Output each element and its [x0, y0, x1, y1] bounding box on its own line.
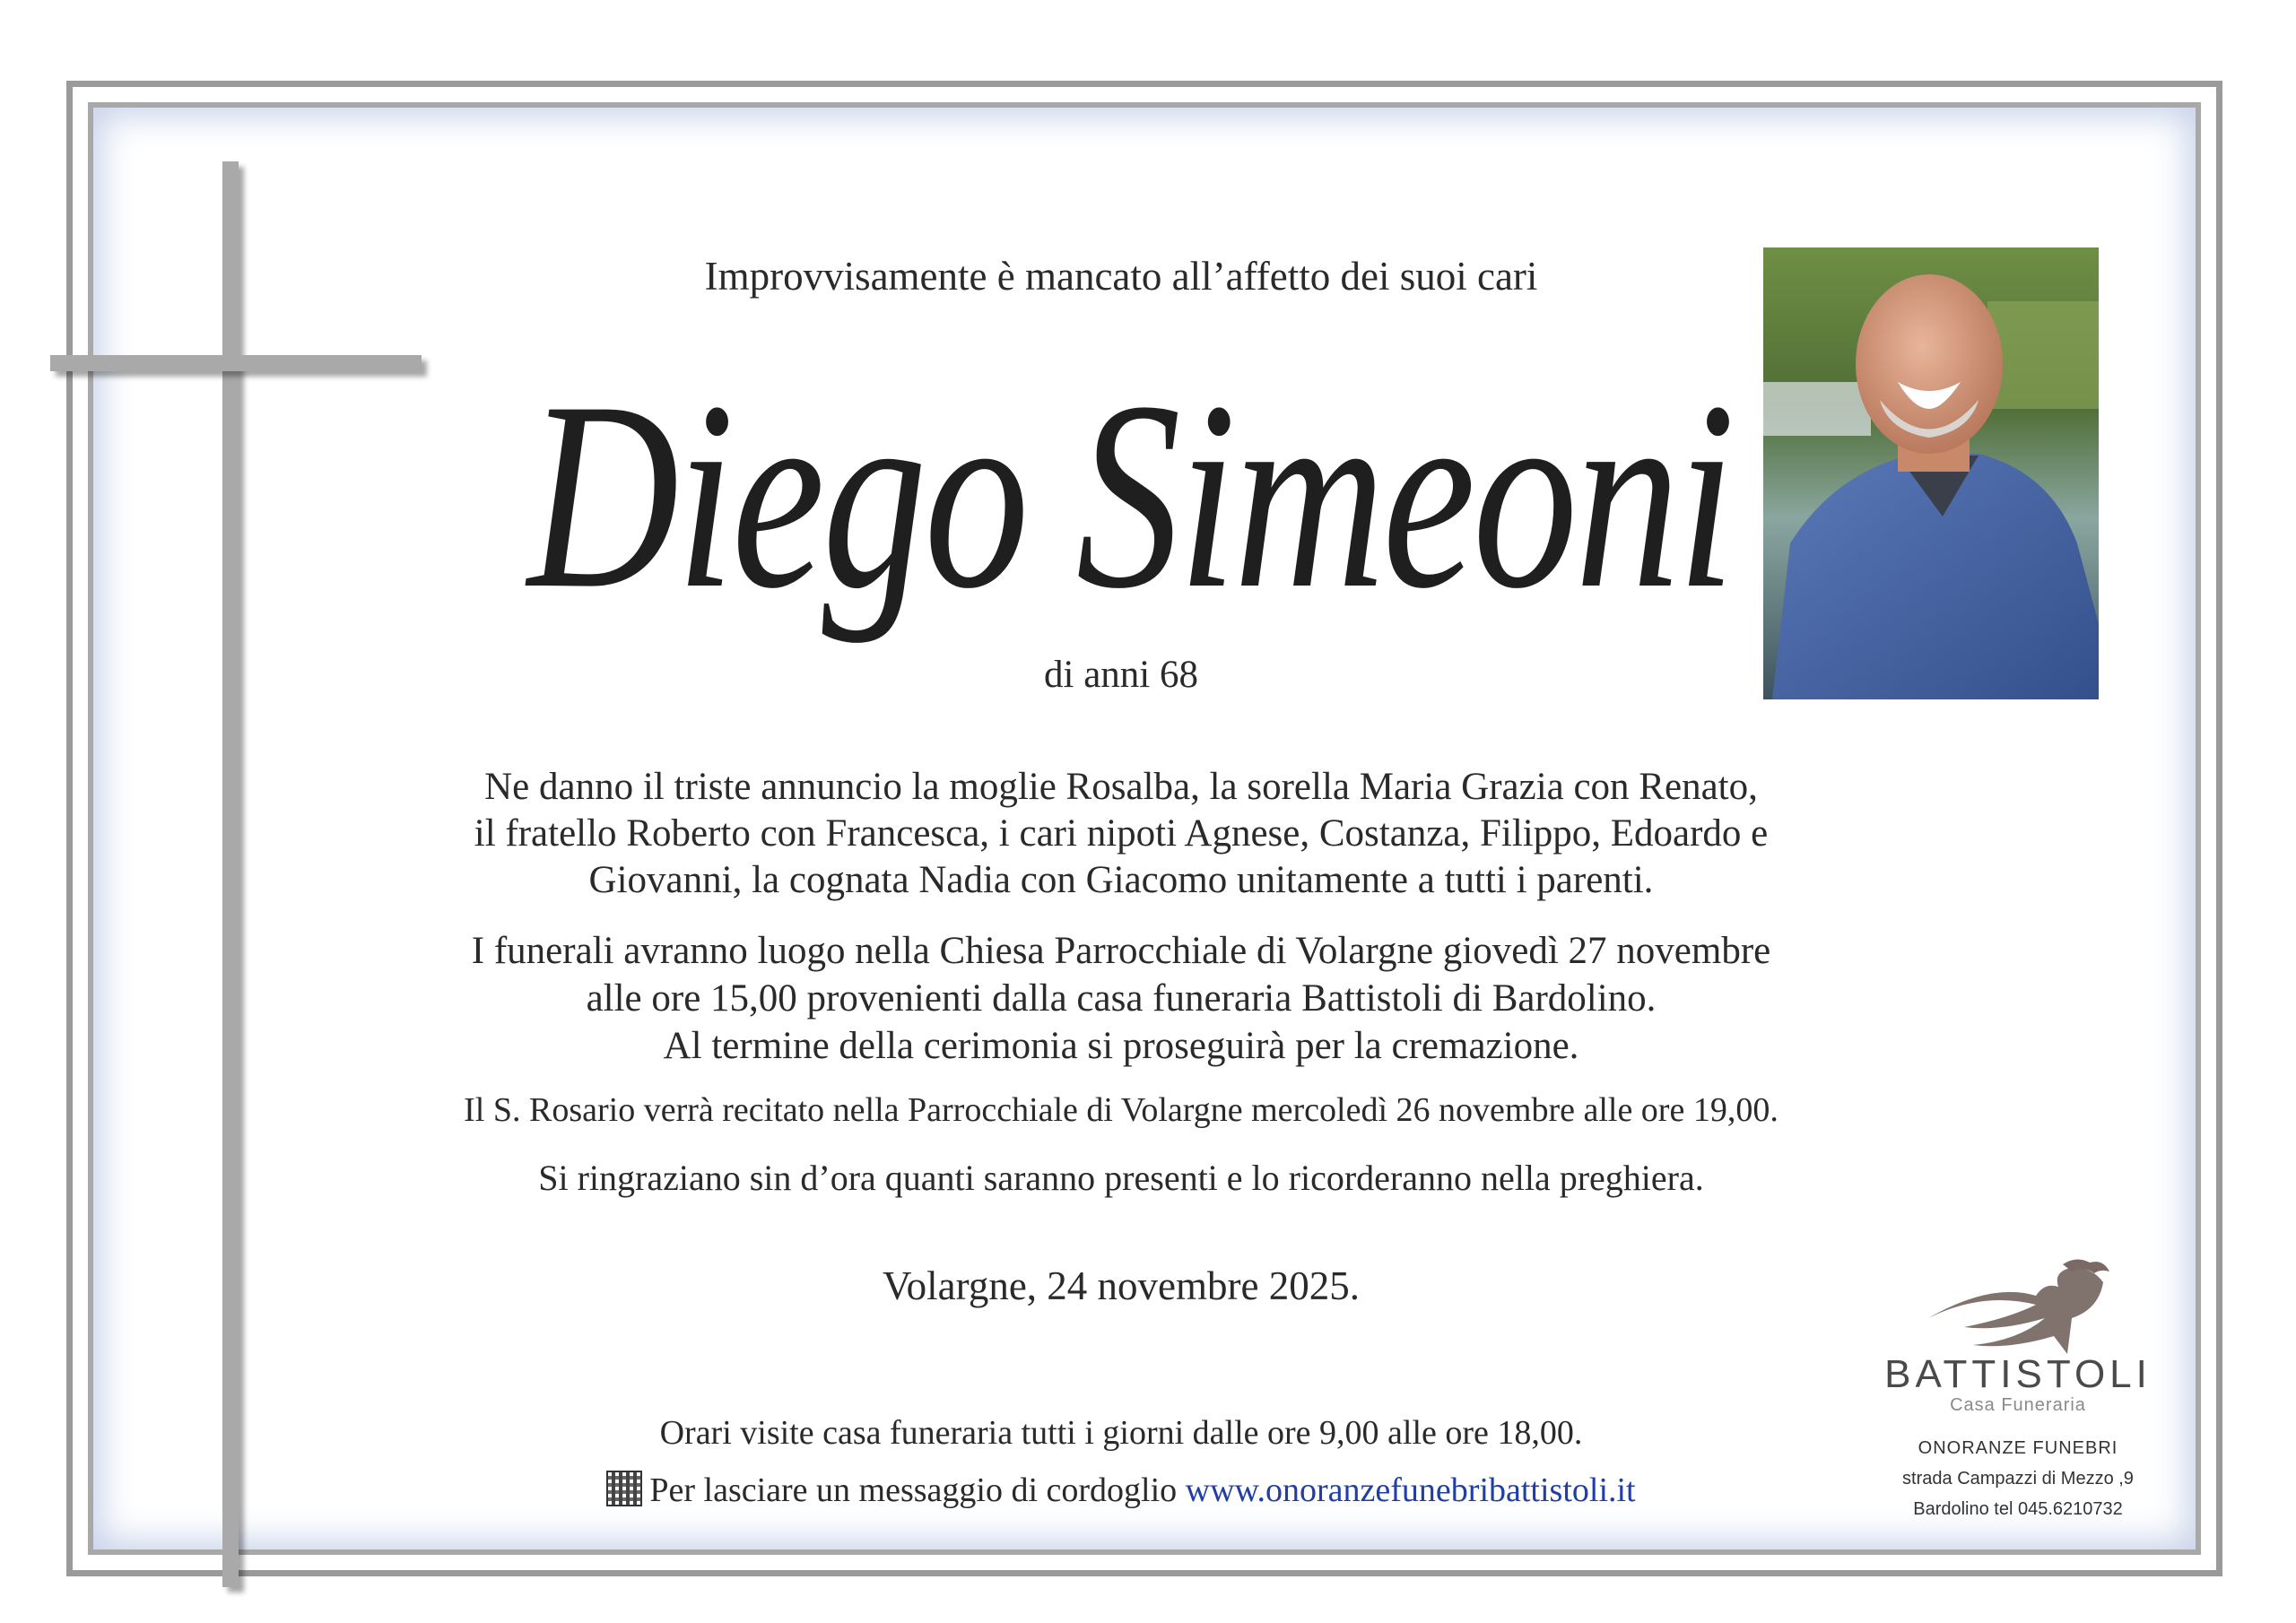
funeral-line: alle ore 15,00 provenienti dalla casa funeraria Battistoli di Bardolino.	[586, 977, 1657, 1020]
thanks-text: Si ringraziano sin d’ora quanti saranno presenti e lo ricorderanno nella preghiera.	[538, 1158, 1704, 1198]
family-line: Giovanni, la cognata Nadia con Giacomo unitamente a tutti i parenti.	[588, 859, 1654, 901]
age-text: di anni 68	[1044, 654, 1198, 696]
visit-hours: Orari visite casa funeraria tutti i giorni dalle ore 9,00 alle ore 18,00.	[659, 1414, 1583, 1452]
qr-code-icon[interactable]	[606, 1471, 642, 1506]
logo-line: ONORANZE FUNEBRI	[1918, 1438, 2118, 1458]
website-link[interactable]: www.onoranzefunebribattistoli.it	[1185, 1471, 1636, 1509]
place-date: Volargne, 24 novembre 2025.	[882, 1263, 1360, 1308]
portrait-photo	[1763, 247, 2099, 699]
logo-brand: BATTISTOLI	[1884, 1352, 2152, 1396]
message-prefix: Per lasciare un messaggio di cordoglio	[649, 1471, 1178, 1509]
family-announcement	[395, 764, 1848, 904]
rosary-text: Il S. Rosario verrà recitato nella Parrocchiale di Volargne mercoledì 26 novembre alle ore 19,00.	[464, 1091, 1779, 1129]
funeral-line: Al termine della cerimonia si proseguirà per la cremazione.	[663, 1025, 1579, 1067]
logo-address: strada Campazzi di Mezzo ,9	[1902, 1469, 2134, 1488]
winged-horse-emblem-icon	[1910, 1255, 2135, 1363]
funeral-details	[395, 927, 1848, 1070]
intro-text: Improvvisamente è mancato all’affetto dei suoi cari	[704, 254, 1538, 299]
funeral-home-logo	[1866, 1255, 2170, 1522]
funeral-line: I funerali avranno luogo nella Chiesa Parrocchiale di Volargne giovedì 27 novembre	[471, 930, 1771, 972]
cross-horizontal-bar	[50, 355, 422, 371]
deceased-name: Diego Simeoni	[527, 346, 1733, 644]
cross-vertical-bar	[222, 161, 239, 1587]
logo-subtitle: Casa Funeraria	[1950, 1395, 2086, 1415]
family-line: il fratello Roberto con Francesca, i cari nipoti Agnese, Costanza, Filippo, Edoardo e	[474, 812, 1769, 855]
family-line: Ne danno il triste annuncio la moglie Rosalba, la sorella Maria Grazia con Renato,	[484, 766, 1758, 808]
logo-phone: Bardolino tel 045.6210732	[1913, 1499, 2123, 1519]
condolence-message	[395, 1471, 1848, 1510]
